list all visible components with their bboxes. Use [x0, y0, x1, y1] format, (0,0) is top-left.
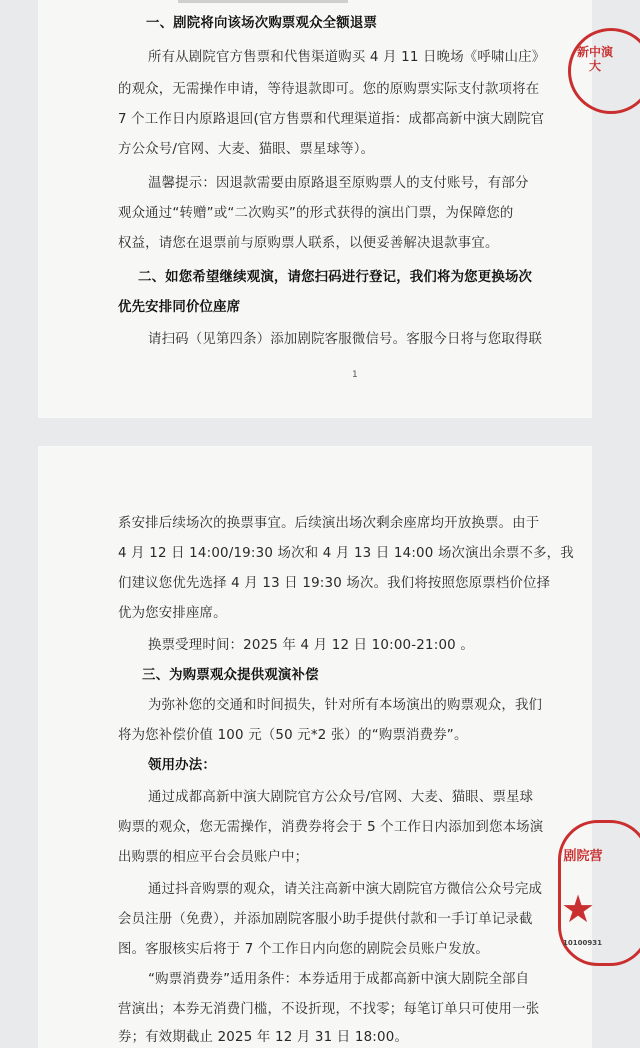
page-number: 1 — [352, 370, 358, 380]
section-heading-2-continued: 优先安排同价位座席 — [118, 300, 241, 315]
paragraph-line: 所有从剧院官方售票和代售渠道购买 4 月 11 日晚场《呼啸山庄》 — [148, 50, 546, 65]
paragraph-line: 营演出；本券无消费门槛，不设折现，不找零；每笔订单只可使用一张 — [118, 1002, 540, 1017]
paragraph-line: 将为您补偿价值 100 元（50 元*2 张）的“购票消费券”。 — [118, 728, 468, 743]
paragraph-line: 为弥补您的交通和时间损失，针对所有本场演出的购票观众，我们 — [148, 698, 543, 713]
paragraph-line: 购票的观众，您无需操作，消费券将会于 5 个工作日内添加到您本场演 — [118, 820, 544, 835]
paragraph-line: 出购票的相应平台会员账户中； — [118, 850, 309, 865]
paragraph-line: 7 个工作日内原路退回(官方售票和代理渠道指：成都高新中演大剧院官 — [118, 112, 545, 127]
cropped-previous-line — [178, 0, 348, 3]
star-icon: ★ — [561, 887, 596, 931]
paragraph-line: 方公众号/官网、大麦、猫眼、票星球等）。 — [118, 142, 375, 157]
paragraph-line: 的观众，无需操作申请，等待退款即可。您的原购票实际支付款项将在 — [118, 82, 540, 97]
document-page-2 — [38, 446, 592, 1048]
official-seal-bottom — [558, 820, 640, 966]
paragraph-line: “购票消费券”适用条件：本券适用于成都高新中演大剧院全部自 — [148, 972, 530, 987]
paragraph-line: 系安排后续场次的换票事宜。后续演出场次剩余座席均开放换票。由于 — [118, 516, 540, 531]
paragraph-line: 请扫码（见第四条）添加剧院客服微信号。客服今日将与您取得联 — [148, 332, 543, 347]
section-heading-2: 二、如您希望继续观演，请您扫码进行登记，我们将为您更换场次 — [138, 270, 533, 285]
section-heading-1: 一、剧院将向该场次购票观众全额退票 — [146, 16, 378, 31]
paragraph-line: 会员注册（免费），并添加剧院客服小助手提供付款和一手订单记录截 — [118, 912, 533, 927]
paragraph-line: 优为您安排座席。 — [118, 606, 227, 621]
exchange-time: 换票受理时间：2025 年 4 月 12 日 10:00-21:00 。 — [148, 638, 474, 653]
document-page-1 — [38, 0, 592, 418]
paragraph-line: 观众通过“转赠”或“二次购买”的形式获得的演出门票，为保障您的 — [118, 206, 514, 221]
seal-lettering: 剧院营 — [563, 849, 603, 864]
paragraph-line: 通过抖音购票的观众，请关注高新中演大剧院官方微信公众号完成 — [148, 882, 543, 897]
claim-method-heading: 领用办法： — [148, 758, 216, 773]
section-heading-3: 三、为购票观众提供观演补偿 — [142, 668, 319, 683]
paragraph-line: 通过成都高新中演大剧院官方公众号/官网、大麦、猫眼、票星球 — [148, 790, 534, 805]
paragraph-line: 们建议您优先选择 4 月 13 日 19:30 场次。我们将按照您原票档价位择 — [118, 576, 551, 591]
paragraph-line: 券；有效期截止 2025 年 12 月 31 日 18:00。 — [118, 1030, 409, 1045]
paragraph-line: 温馨提示：因退款需要由原路退至原购票人的支付账号，有部分 — [148, 176, 529, 191]
paragraph-line: 图。客服核实后将于 7 个工作日内向您的剧院会员账户发放。 — [118, 942, 489, 957]
seal-serial-number: 10100931 — [563, 939, 602, 947]
paragraph-line: 4 月 12 日 14:00/19:30 场次和 4 月 13 日 14:00 场次演出余票不多，我 — [118, 546, 574, 561]
seal-lettering: 新中演大 — [576, 45, 613, 73]
paragraph-line: 权益，请您在退票前与原购票人联系，以便妥善解决退款事宜。 — [118, 236, 499, 251]
